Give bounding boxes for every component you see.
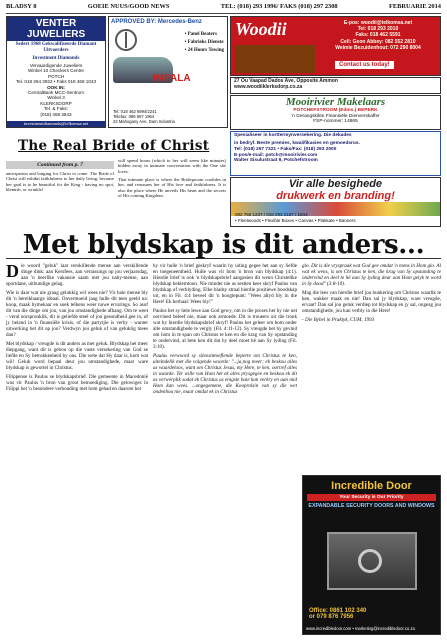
- article2-paragraph: Filippense is Paulus se blydskapsbrief. Die gemeente in Macedonië was vir Paulus 'n bron van groot bemoediging. Die gelowiges in Filippi het 'n besondere verhouding met hom gehad en daarom het: [6, 374, 148, 392]
- service-item: • Fabrieks Dienste: [184, 40, 224, 45]
- mooirivier-contact-box: [230, 131, 441, 176]
- woodii-fax: Faks: 018 462 5591: [355, 32, 401, 39]
- incredible-email[interactable]: www.incredibledoor.com • marketing@incredibledoor.co.za: [306, 626, 415, 631]
- article1-paragraph: That intimate place is where the Bridegroom confides in her, and reassures her of His love and faithfulness. It is also the place where He unveils His heart and the secrets of His coming Kingdom.: [118, 177, 226, 199]
- mercedes-logo-icon: [115, 29, 137, 51]
- article2-col2: [153, 263, 297, 635]
- lock-dial-icon: [358, 549, 382, 573]
- woodii-contacts: [317, 20, 439, 51]
- impala-panelbeaters-ad[interactable]: [108, 16, 228, 128]
- mooirivier-ad[interactable]: [230, 95, 441, 130]
- incredible-contact: [309, 608, 366, 620]
- venter-line: Winkel 10 Checkers Centre: [28, 68, 84, 74]
- service-item: • 24 Hours Towing: [184, 48, 224, 53]
- article2-col3: [302, 263, 441, 473]
- article2-col1: [6, 263, 148, 635]
- paper-contact: TEL: (018) 293 1996/ FAKS (018) 297 2308: [220, 3, 338, 10]
- venter-line: Investment Diamonds: [32, 56, 80, 61]
- article1-paragraph: anticipation and longing for Christ to come. The Bride of Christ will exhibit faithfulness to her daily living, because her goal is to be beautiful for the King - having no spot, blemish, or wrinkle!: [6, 171, 114, 193]
- merc-contact: [113, 109, 175, 124]
- woodii-mobile: Cell: Geon Abbey: 082 552 2810: [340, 38, 416, 45]
- continued-note: Continued from p. 7: [6, 161, 114, 169]
- woodii-email: E-pos: woodii@telkomsa.net: [343, 20, 413, 26]
- venter-line: Tel. & Faks:: [44, 106, 68, 112]
- merc-services: [185, 31, 224, 55]
- mooi-email[interactable]: E-pos/e-mail: potch@mooirivier.com: [234, 152, 318, 158]
- venter-line: (018) 468 3843: [40, 111, 72, 117]
- venter-email[interactable]: investmentdiamonds@telkomsa.net: [7, 121, 105, 127]
- mercedes-brand: Mercedes-Benz: [157, 19, 202, 25]
- mooi-address: Walter Sisulustraat 9, Potchefstroom: [234, 158, 318, 164]
- article2-paragraph: Mag die lees van hierdie brief jou hunkering om Christus waarlik te ken, wakker maak en nie! Dan sal jy blydskap, ware vreugde, ervaar! Dan sal jou geluk verdiep tot blydskap en jy sal, ongeag jou omstandighede, jou kan verbly in die Here!: [302, 290, 441, 314]
- approved-label: APPROVED BY:: [111, 19, 157, 25]
- article2-paragraph: glo. Dit is die vryspraak wat God gee omdat 'n mens in Hom glo. Al wat ek wens, is om Christus te ken, die krag van Sy opstanding te ondervind en deel te hê aan Sy lyding deur aan Hom gelyk te word in Sy dood" (3:8-10).: [302, 263, 441, 287]
- article2-signature: - Die Bybel in Praktyk, CUM, 1993: [302, 317, 375, 323]
- article1-title: The Real Bride of Christ: [18, 138, 210, 154]
- merc-address: 22 Mahogany Ave, Dam Industria: [113, 119, 175, 124]
- contact-us-button[interactable]: Contact us today!: [335, 61, 394, 69]
- article1-col1: [6, 171, 114, 231]
- mooi-line: in bedryf. Beste premies, kwalifikasies en gemoedsrus.: [234, 140, 360, 146]
- incredible-office: Office: 0861 102 340: [309, 608, 367, 614]
- woodii-website[interactable]: www.woodiiklerksdorp.co.za: [234, 83, 303, 90]
- merc-fax: Telefax: 086 567 1964: [113, 114, 155, 119]
- impala-logo: IMPALA: [153, 73, 191, 84]
- incredible-door-ad[interactable]: [302, 475, 441, 635]
- dropcap: D: [6, 261, 19, 281]
- venter-line: Winkel 3: [47, 95, 65, 101]
- article2-paragraph: ie woord "geluk" laat verskillende mense aan verskillende dinge dink: aan Kersfees, aan verrassings op jou verjaarsdag, aan 'n heerlike vakansie saam met jou naby-mense, aan sportdane, uitbundige gelag.: [6, 263, 148, 287]
- print-tel: 082 758 1237 / 018 293 2187 / 1844: [235, 212, 308, 218]
- venter-line: CentralBank MCC-Sentrum: [28, 90, 84, 96]
- incredible-tagline: EXPANDABLE SECURITY DOORS AND WINDOWS: [308, 503, 435, 509]
- print-details: [235, 212, 356, 223]
- article2-title: Met blydskap is dit anders...: [6, 232, 441, 259]
- page-header: [6, 3, 441, 14]
- mooi-title: Mooirivier Makelaars: [285, 96, 386, 108]
- service-item: • Panel Beaters: [184, 32, 217, 37]
- venter-line: Vervaardigende Juweliers: [29, 63, 83, 68]
- mooi-sub: POTCHEFSTROOM (Edms.) BEPERK: [293, 108, 378, 113]
- woodii-name: Woodii: [235, 19, 287, 39]
- venter-title: VENTER JUWELIERS: [7, 17, 105, 41]
- woodii-address: 27 Ou Vaapad Dados Ave, Opposite Ammon: [234, 78, 338, 84]
- woodii-furniture-image: [235, 45, 315, 73]
- article2-paragraph: Paulus verwoord sy sileosintoeflende beperte om Christus te ken, uiteindelik met die volgende woorde: "...ja,nog meer; ek beskou alles as waardeloos, want om Christus Jesus, my Here, te ken, oortref alles in waarde. Ter wille van Hom het ek alles prysgegee en beskou ek dit as verwerplik sodat ek Christus as enigste baie kan verkry en aan mid Hom kan wees. ...ongegemene, die Kooprolsin van sy die wet ondenhou nie, maar omdat ek in Christus: [153, 353, 297, 395]
- venter-line: OOK IN:: [47, 84, 65, 90]
- article2-paragraph: Paulus het sy hele lewe aan God gewy, om in die proses het hy nie net oorvloed beleef nie, maar ook armoede. Dit is troueers uit die tronk wat hy hierdie blydskapsbrief skryf! Paulus het geleer om hom onder alle omstandighede te vergly (Fil. 4:11-12). Sy vreugde het hy gevind om hom in te span om Christus te ken en die krag van Sy opstanding te ondervind, al bete ken dit dat hy deel moet hê aan Sy lyding (Fil. 3:10).: [153, 308, 297, 350]
- woodii-address-bar: [230, 77, 441, 94]
- venter-line: KLERKSDORP: [40, 100, 72, 106]
- mooi-line: FSP-nommer: 14865: [313, 119, 358, 125]
- woodii-ad[interactable]: [230, 16, 441, 76]
- article1-paragraph: will spend hours (which to her will seem like minutes) hidden away in intimate conversation with the One she loves.: [118, 158, 226, 174]
- venter-juweliers-ad[interactable]: [6, 16, 106, 128]
- print-headline: Vir alle besighede: [288, 178, 383, 190]
- print-item: • Fleetwoods • Flexible Boxes • Canvas • Plakkate • Banners: [235, 217, 356, 223]
- issue-date: FEBRUARIE 2014: [388, 3, 441, 10]
- incredible-title: Incredible Door: [331, 480, 412, 492]
- woodii-tel: Tel: 018 293 2010: [357, 26, 399, 33]
- article2-paragraph: hy vir hulle 'n brief geskryf waarin hy uiting gegee het aan sy liefde en toegeneentheid. Hulle was vir hom 'n bron van blydskap (4:1). Hierdie brief is ook 'n blydskapsbrief aangesien dit wenn Christelike blydskap beklemtoon. Nie minder nie as sestien keer skryf Paulus van blydskap of verblyding. Elke bladsy straal hierdie positiewe boodskap uit, en in Fil. 4:4 beveel dit 'n hoogtepunt: "Wees altyd bly in die Here! Ek herhaal: Wees bly!": [153, 263, 297, 305]
- mooi-line: 'n Gerangskikte Finansiële Dienverskaffer: [291, 113, 380, 119]
- incredible-cell: or 079 876 7956: [309, 614, 354, 620]
- merc-tel: Tel: 018 462 6994/2241: [113, 109, 157, 114]
- mooi-tel: Tel: (018) 297 7321 • Faks/Fax: (018) 293 2000: [234, 147, 337, 153]
- venter-tel: Tel. 018 294 3922 • Faks 018 468 1043: [15, 79, 97, 85]
- woodii-mobile: Welmie Bezuidenhout: 072 290 8004: [335, 44, 421, 51]
- incredible-sub: Your Security is Our Priority: [307, 494, 436, 501]
- paper-name: GOEIE NUUS/GOOD NEWS: [87, 3, 170, 10]
- venter-line: POTCH: [47, 73, 65, 79]
- article1-col2: [118, 158, 226, 231]
- article2-paragraph: Wie is daar wat nie graag gelukkig wil wees nie? Vir baie mense bly dit 'n bereikbaarge ideaal. Onvermoeid jaag hulle dit teen geeld na: koop, maak bymekaar en soek telkens weer nuwe ervarings. So asof dit van die dinge om jou, van jou omstandighede afhang. Om te weet - veral oorspronklik, dit is geliefde steel of jou gesondheid gee in, of jy beland in 'n finansiële krisis, of die partytjie is verby - wanter uitwerking het dit op jou? Verdwyn jou geluk of van geluklig mees dan?: [6, 290, 148, 338]
- print-headline: drukwerk en branding!: [276, 190, 395, 202]
- page-number: BLADSY 8: [6, 3, 37, 10]
- venter-sub: Sedert 1968 Gekwalifiseerde Diamant Uitvoerders: [15, 42, 97, 53]
- article2-paragraph: Met blydskap / vreugde is dit anders as met geluk. Blydskap het meer diepgang, want dit is gebou op die vaste versekering van God se liefde en Sy betrokkenheid by ons. Die wete dat Hy daar is, kom wat wil! Geluk word bepaal deur jou omstandighede, maar ware blydskap is gewortel in Christus.: [6, 341, 148, 371]
- precision-print-ad[interactable]: [230, 177, 441, 227]
- mooi-line: Spesialiseer in korttermynversekering. Die dekades: [234, 133, 352, 138]
